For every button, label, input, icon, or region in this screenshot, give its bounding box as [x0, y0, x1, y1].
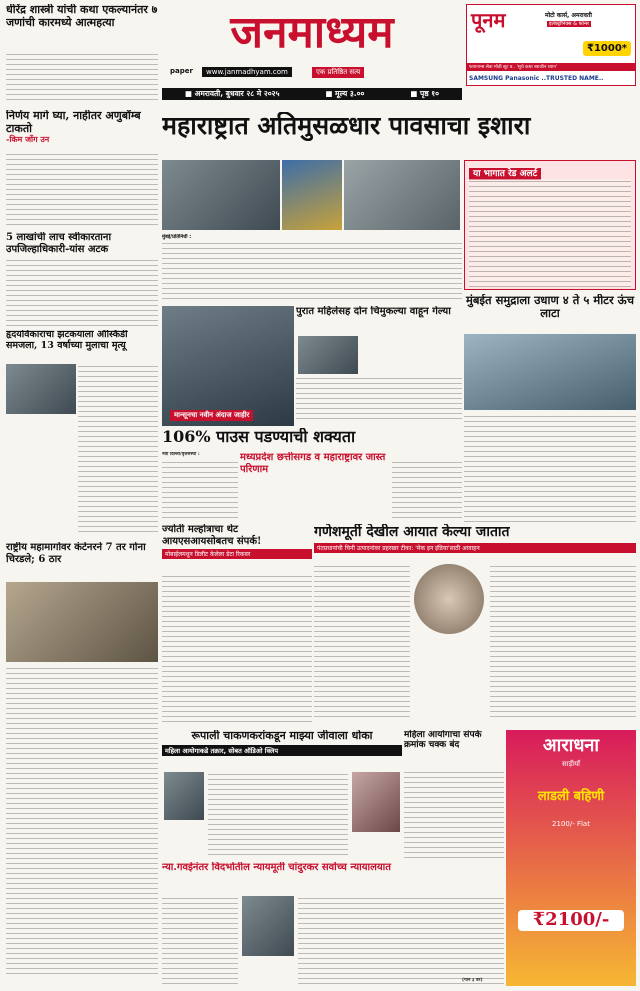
story-mumbai-sea-photo	[464, 334, 636, 410]
monsoon-body	[162, 460, 238, 520]
red-alert-body	[469, 179, 631, 287]
story-farmers	[6, 110, 158, 230]
ad-bottom-offer: लाडली बहिणी	[537, 789, 605, 804]
ad-top-store: मोटो कार्स, अमरावती	[545, 12, 592, 19]
top-left-body	[6, 52, 158, 102]
story-jyoti-title: ज्योती मल्होत्राचा थेट आयएसआयसोबतच संपर्क!	[162, 524, 262, 547]
story-bribe-title: 5 लाखांची लाच स्वीकारताना उपजिल्हाधिकारी-यांस अटक	[6, 232, 112, 255]
ad-bottom-tagline: साड़ीयाँ	[562, 760, 580, 768]
ad-top-price: ₹1000*	[583, 41, 631, 56]
story-ganesh	[314, 524, 636, 724]
story-gavai-continued: (पान ३ वर)	[462, 978, 483, 983]
story-ganesh-photo	[414, 564, 484, 634]
masthead	[162, 4, 462, 80]
main-photo-rain	[162, 160, 280, 230]
story-ganesh-body-2	[490, 564, 636, 720]
story-river-title: पुरात महिलेसह दोन चिमुकल्या वाहून गेल्या	[296, 306, 451, 317]
story-gavai-photo	[242, 896, 294, 956]
story-gavai	[162, 862, 504, 986]
story-gavai-body	[162, 896, 238, 984]
red-alert-title: या भागात रेड अलर्ट	[469, 168, 541, 180]
story-jyoti-badge: मोबाईलमधून डिलीट केलेला डेटा रिकवर	[162, 549, 312, 559]
story-bribe-body	[6, 258, 158, 326]
main-photo-map	[282, 160, 342, 230]
story-river	[296, 306, 462, 422]
story-container-body	[6, 666, 158, 978]
story-rupali	[162, 730, 402, 860]
story-container-photo	[6, 582, 158, 662]
monsoon-dateline: नवी दिल्ली/वृत्तसंस्था :	[162, 452, 200, 457]
story-surgery	[6, 330, 158, 540]
story-bribe	[6, 232, 158, 328]
ad-top-sub: इलेक्ट्रॉनिक्स & फोन्स	[549, 21, 589, 27]
main-body-lines	[162, 241, 462, 303]
story-rupali-badge: महिला आयोगाकडे तक्रार, सोबत ऑडिओ क्लिप	[162, 745, 402, 756]
monsoon-photo	[162, 306, 294, 426]
epaper-label: paper	[170, 67, 193, 75]
story-gavai-body-2	[298, 896, 504, 984]
story-mumbai-sea-title: मुंबईत समुद्राला उधाण ४ ते ५ मीटर ऊंच लाटा	[465, 294, 635, 321]
story-women	[404, 730, 504, 860]
issue-price: ■ मूल्य ३.००	[325, 89, 365, 98]
story-farmers-sub: -किम जोंग उन	[6, 134, 50, 145]
ad-bottom-offer2: 2100/- Flat	[552, 820, 590, 828]
story-surgery-title: हृदयविकाराचा झटकयाला ऑस्किडी समजला, 13 वर्षाच्या मुलाचा मृत्यू	[6, 330, 128, 351]
story-surgery-body	[78, 364, 158, 534]
monsoon-badge: मान्सूनचा नवीन अंदाज जाहीर	[170, 410, 253, 421]
monsoon-sub: मध्यप्रदेश छत्तीसगड व महाराष्ट्रावर जास्त परिणाम	[240, 452, 386, 475]
website[interactable]: www.janmadhyam.com	[202, 67, 292, 77]
ad-top-footer: फायनान्स सेवा मोठी सूट व.. 'सूचे कथा ब्याजीन ध्यान'	[467, 63, 636, 71]
story-farmers-body	[6, 152, 158, 228]
story-ganesh-sub: पंतप्रधानांची चिनी उत्पादनांवर प्रहरखर टीका: 'मेक इन इंडिया'साठी आवाहन	[314, 543, 636, 553]
story-ganesh-body	[314, 564, 410, 720]
ad-bottom[interactable]	[506, 730, 636, 986]
main-photo-street	[344, 160, 460, 230]
red-alert-box	[464, 160, 636, 290]
monsoon-headline: 106% पाउस पडण्याची शक्यता	[162, 428, 356, 446]
story-surgery-photo	[6, 364, 76, 414]
story-ganesh-title: गणेशमूर्ती देखील आयात केल्या जातात	[314, 524, 510, 540]
main-headline: महाराष्ट्रात अतिमुसळधार पावसाचा इशारा	[162, 112, 531, 140]
story-gavai-title: न्या.गवईनंतर विदर्भातील न्यायमूर्ती चांदुरकर सर्वोच्च न्यायालयात	[162, 862, 391, 873]
top-left-title: धीरेंद्र शास्त्री यांची कथा एकल्यानंतर ७ जणांची कारमध्ये आत्महत्या	[6, 4, 158, 29]
ad-bottom-price: ₹2100/-	[518, 910, 624, 931]
story-river-body	[296, 376, 462, 422]
ad-top[interactable]	[466, 4, 636, 86]
issue-date: ■ अमरावती, बुधवार २८ मे २०२५	[184, 89, 280, 98]
story-mumbai-sea	[464, 294, 636, 524]
story-jyoti-body	[162, 574, 312, 722]
story-rupali-title: रूपाली चाकणकरांकडून माझ्या जीवाला धोका	[191, 730, 373, 742]
ad-top-tags: SAMSUNG Panasonic ..TRUSTED NAME..	[469, 75, 604, 82]
story-rupali-photo-2	[352, 772, 400, 832]
top-left-story	[6, 4, 158, 104]
story-container-title: राष्ट्रीय महामार्गावर कंटेनरने 7 तर गोना चिरडले; 6 ठार	[6, 542, 146, 565]
issue-pages: ■ पृष्ठ १०	[410, 89, 440, 98]
ad-top-brand: पूनम	[471, 8, 506, 32]
story-mumbai-sea-body	[464, 414, 636, 522]
story-rupali-photo	[164, 772, 204, 820]
tagline: एक प्रतिष्ठित सत्य	[312, 67, 364, 78]
story-women-body	[404, 770, 504, 858]
monsoon-body-right	[392, 460, 462, 520]
story-river-photo	[298, 336, 358, 374]
masthead-title: जनमाध्यम	[230, 7, 394, 58]
story-jyoti	[162, 524, 312, 724]
main-body	[162, 234, 462, 304]
main-dateline: मुंबई/प्रतिनिधी :	[162, 234, 192, 240]
ad-bottom-brand: आराधना	[542, 735, 600, 756]
story-container	[6, 542, 158, 982]
story-farmers-title: निर्णय मागे घ्या, नाहीतर अणुबॉम्ब टाकतो	[6, 110, 141, 135]
dateline-bar	[162, 88, 462, 100]
story-women-title: महिला आयोगाचा संपर्क क्रमांक चक्क बंद	[404, 730, 482, 751]
story-rupali-body	[208, 772, 348, 858]
